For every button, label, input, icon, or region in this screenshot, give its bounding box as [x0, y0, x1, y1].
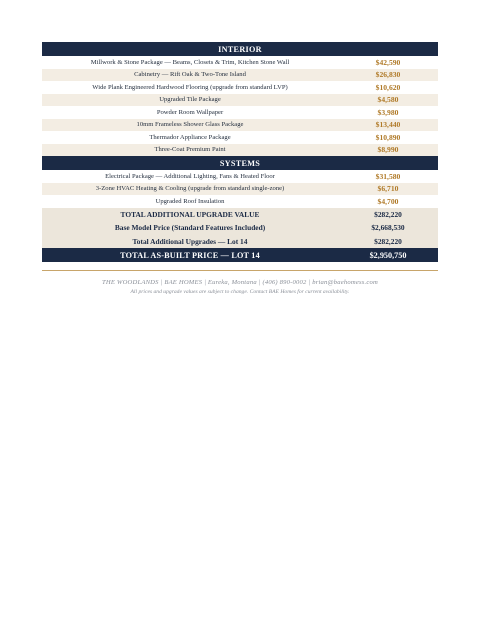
item-price: $6,710: [377, 184, 399, 194]
table-row: [42, 195, 438, 208]
item-label: Millwork & Stone Package — Beams, Closets & Trim, Kitchen Stone Wall: [90, 58, 290, 66]
item-label: Powder Room Wallpaper: [156, 108, 224, 116]
item-price: $10,620: [375, 82, 401, 92]
item-price: $31,580: [375, 171, 401, 181]
price-sheet: [42, 42, 438, 262]
item-label: Wide Plank Engineered Hardwood Flooring (upgrade from standard LVP): [92, 83, 288, 91]
base-price-value: $2,668,530: [371, 223, 405, 233]
table-row: [42, 183, 438, 196]
item-label: Cabinetry — Rift Oak & Two-Tone Island: [134, 71, 246, 79]
footer-disclaimer: All prices and upgrade values are subject to change. Contact BAE Homes for current availability.: [130, 289, 350, 295]
table-row: [42, 170, 438, 183]
total-as-built-value: $2,950,750: [369, 250, 407, 260]
item-label: Electrical Package — Additional Lighting, Fans & Heated Floor: [105, 172, 275, 180]
item-label: Three-Coat Premium Paint: [154, 146, 226, 154]
total-as-built-bar: [42, 248, 438, 262]
item-label: Upgraded Roof Insulation: [155, 197, 225, 205]
item-price: $42,590: [375, 57, 401, 67]
table-row: [42, 94, 438, 107]
summary-block: [42, 208, 438, 249]
footer: [42, 279, 438, 295]
table-row: [42, 119, 438, 132]
item-label: 10mm Frameless Shower Glass Package: [136, 121, 244, 129]
base-price-label: Base Model Price (Standard Features Included): [114, 223, 266, 233]
summary-row: [42, 221, 438, 235]
item-price: $10,890: [375, 132, 401, 142]
total-as-built-label: TOTAL AS-BUILT PRICE — LOT 14: [120, 250, 260, 260]
footer-divider: [42, 270, 438, 271]
interior-section-header: INTERIOR: [42, 42, 438, 56]
table-row: [42, 81, 438, 94]
item-price: $13,440: [375, 120, 401, 130]
item-label: Upgraded Tile Package: [159, 96, 221, 104]
item-price: $3,980: [377, 107, 399, 117]
item-price: $8,990: [377, 145, 399, 155]
item-price: $4,580: [377, 95, 399, 105]
lot-upgrades-value: $282,220: [374, 236, 402, 246]
summary-row: [42, 208, 438, 222]
table-row: [42, 106, 438, 119]
total-upgrade-value: $282,220: [374, 209, 402, 219]
table-row: [42, 69, 438, 82]
table-row: [42, 131, 438, 144]
lot-upgrades-label: Total Additional Upgrades — Lot 14: [132, 236, 248, 246]
footer-contact-line: THE WOODLANDS | BAE HOMES | Eureka, Montana | (406) 890-0002 | brian@baehomess.com: [102, 279, 378, 286]
systems-section-header: SYSTEMS: [42, 156, 438, 170]
total-upgrade-label: TOTAL ADDITIONAL UPGRADE VALUE: [120, 209, 260, 219]
item-label: 3-Zone HVAC Heating & Cooling (upgrade from standard single-zone): [95, 185, 285, 193]
item-price: $26,830: [375, 70, 401, 80]
table-row: [42, 144, 438, 157]
table-row: [42, 56, 438, 69]
item-label: Thermador Appliance Package: [149, 133, 231, 141]
summary-row: [42, 235, 438, 249]
item-price: $4,700: [377, 196, 399, 206]
